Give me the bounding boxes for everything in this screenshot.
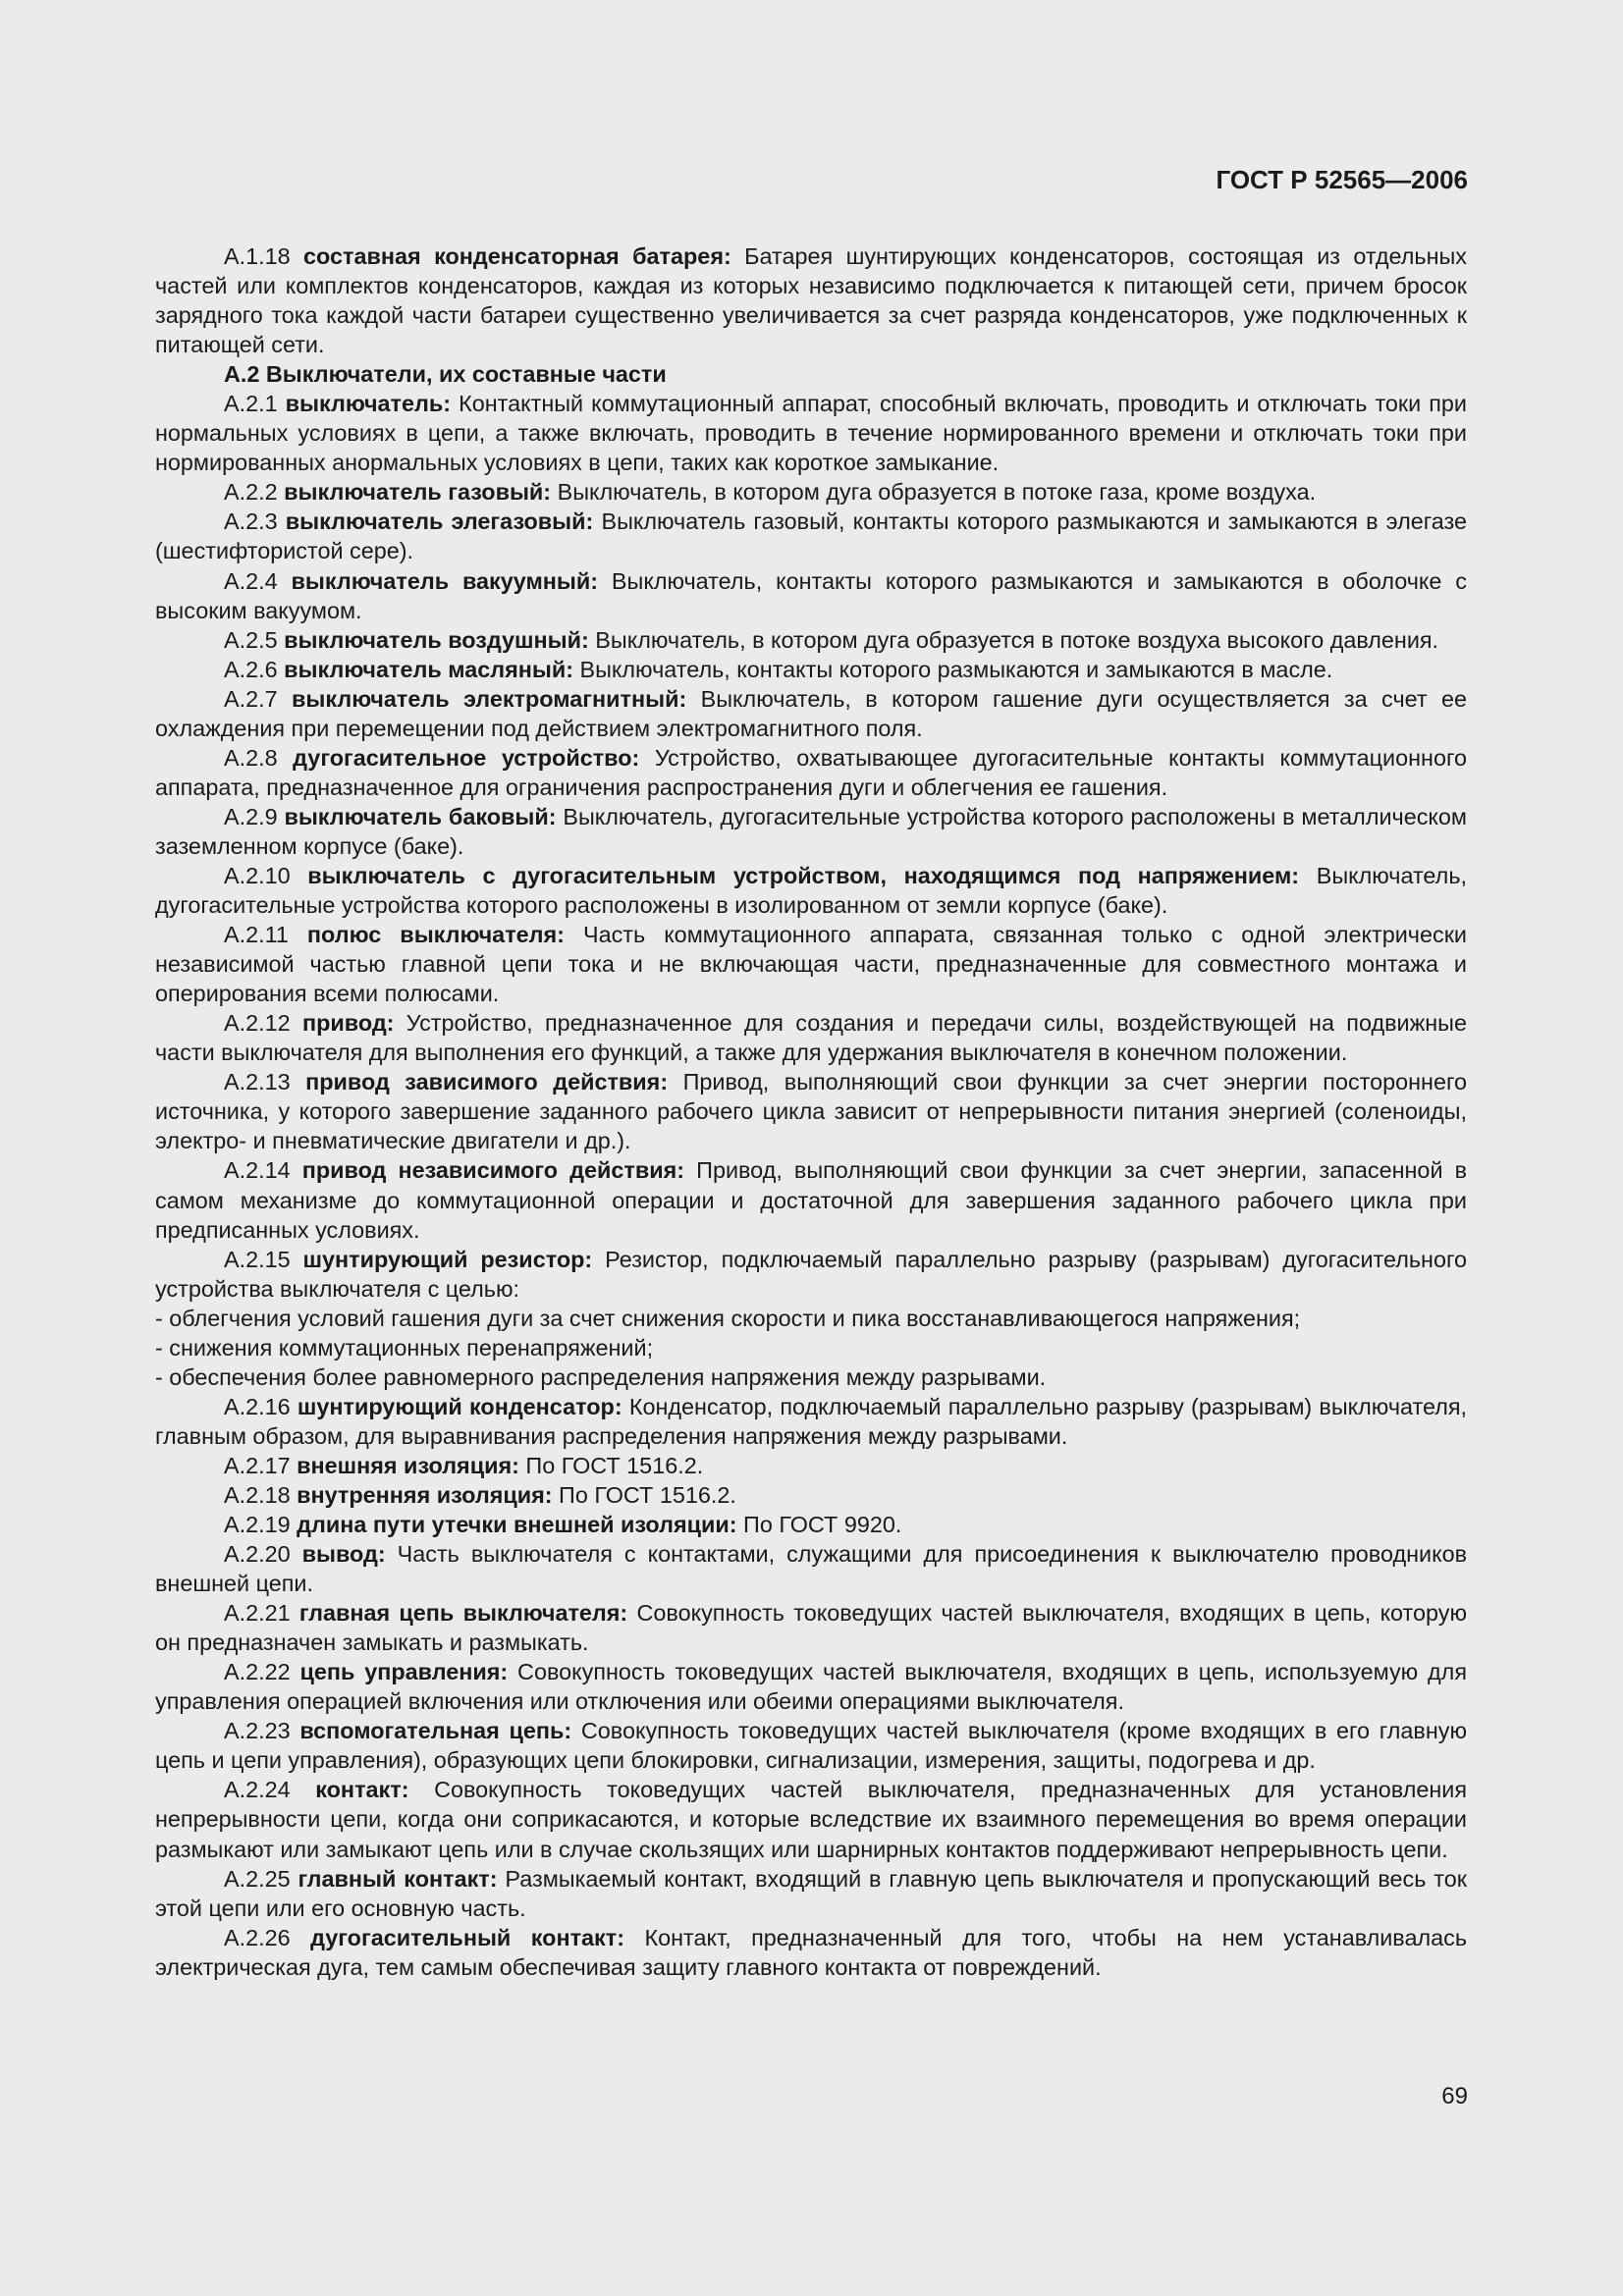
definition-text: Батарея шунтирующих конденсаторов, состоящая из отдельных частей или комплектов конденсаторов, каждая из которых независимо подключается к питающей сети, причем бросок зарядного тока каждой части батареи существенно увеличивается за счет разряда конденсаторов, уже подключенных к питающей сети.	[155, 243, 1468, 358]
term: главный контакт:	[298, 1865, 498, 1892]
term: привод независимого действия:	[301, 1157, 685, 1184]
definition-text: Выключатель, дугогасительные устройства которого расположены в изолированном от земли корпусе (баке).	[155, 862, 1467, 919]
clause-number: А.2.25	[224, 1865, 298, 1892]
term: выключатель газовый:	[284, 479, 552, 506]
clause-number: А.2.8	[224, 744, 294, 771]
definition-text: Совокупность токоведущих частей выключателя, предназначенных для установления непрерывности цепи, когда они соприкасаются, и которые вследствие их взаимного перемещения во время операции размыкают или замыкают цепь или в случае скользящих или шарнирных контактов поддерживают непрерывность цепи.	[155, 1777, 1468, 1862]
definition-paragraph	[155, 1923, 1467, 1982]
definition-text: Конденсатор, подключаемый параллельно разрыву (разрывам) выключателя, главным образом, для выравнивания распределения напряжения между разрывами.	[155, 1393, 1468, 1449]
definition-paragraph	[155, 920, 1467, 1008]
term: цепь управления:	[299, 1659, 509, 1685]
term: контакт:	[315, 1777, 409, 1803]
definitions-block-1	[155, 241, 1467, 1304]
definition-text: Привод, выполняющий свои функции за счет энергии, запасенной в самом механизме до коммутационной операции и достаточной для завершения заданного рабочего цикла при предписанных условиях.	[155, 1157, 1468, 1243]
term: выключатель электромагнитный:	[292, 685, 687, 712]
definition-paragraph	[155, 1657, 1467, 1716]
definition-paragraph	[155, 359, 1467, 389]
definition-text: Совокупность токоведущих частей выключателя, входящих в цепь, используемую для управления операцией включения или отключения или обеими операциями выключателя.	[155, 1659, 1468, 1715]
term: выключатель баковый:	[284, 803, 557, 829]
definition-text: Контакт, предназначенный для того, чтобы на нем устанавливалась электрическая дуга, тем самым обеспечивая защиту главного контакта от повреждений.	[155, 1924, 1468, 1980]
definition-paragraph	[155, 1451, 1467, 1480]
definition-text: Выключатель газовый, контакты которого размыкаются и замыкаются в элегазе (шестифтористой сере).	[155, 508, 1467, 564]
definition-paragraph	[155, 1245, 1467, 1304]
definition-paragraph	[155, 743, 1467, 802]
definition-text: Совокупность токоведущих частей выключателя (кроме входящих в его главную цепь и цепи управления), образующих цепи блокировки, сигнализации, измерения, защиты, подогрева и др.	[155, 1718, 1468, 1774]
definition-text: Устройство, предназначенное для создания и передачи силы, воздействующей на подвижные части выключателя для выполнения его функций, а также для удержания выключателя в конечном положении.	[155, 1010, 1467, 1066]
definition-text: Выключатель, в котором дуга образуется в потоке воздуха высокого давления.	[588, 626, 1439, 653]
definition-paragraph	[155, 684, 1467, 743]
list-item: - обеспечения более равномерного распределения напряжения между разрывами.	[155, 1363, 1047, 1390]
clause-number: А.2.16	[224, 1393, 298, 1419]
definition-paragraph	[155, 1510, 1467, 1539]
definition-text: Выключатель, контакты которого размыкаются и замыкаются в масле.	[573, 656, 1333, 682]
definition-text: Резистор, подключаемый параллельно разрыву (разрывам) дугогасительного устройства выключателя с целью:	[155, 1246, 1468, 1302]
clause-number: А.2.7	[224, 685, 292, 712]
term: привод:	[301, 1010, 395, 1037]
clause-number: А.2.23	[224, 1718, 300, 1744]
definition-paragraph	[155, 507, 1467, 565]
clause-number: А.2.12	[224, 1010, 302, 1037]
definition-paragraph	[155, 566, 1467, 625]
definition-text: По ГОСТ 9920.	[736, 1512, 902, 1538]
definition-paragraph	[155, 241, 1467, 359]
purpose-list	[155, 1304, 1467, 1392]
clause-number: А.2.20	[224, 1541, 302, 1568]
term: внутренняя изоляция:	[297, 1481, 553, 1508]
clause-number: А.2.17	[224, 1452, 298, 1478]
clause-number: А.2.9	[224, 803, 285, 829]
clause-number: А.2.1	[224, 391, 286, 417]
definition-text: Выключатель, в котором дуга образуется в потоке газа, кроме воздуха.	[551, 479, 1317, 506]
definition-paragraph	[155, 625, 1467, 655]
clause-number: А.2.10	[224, 862, 308, 888]
clause-number: А.2.5	[224, 626, 285, 653]
definition-text: Выключатель, дугогасительные устройства которого расположены в металлическом заземленном корпусе (баке).	[155, 803, 1468, 859]
definition-paragraph	[155, 655, 1467, 684]
term: полюс выключателя:	[306, 922, 565, 948]
definition-paragraph	[155, 477, 1467, 507]
definition-text: Контактный коммутационный аппарат, способный включать, проводить и отключать токи при нормальных условиях в цепи, а также включать, проводить в течение нормированного времени и отключать токи при нормированных анормальных условиях в цепи, таких как короткое замыкание.	[155, 391, 1467, 476]
page-number: 69	[1441, 2083, 1468, 2109]
clause-number: А.1.18	[224, 243, 304, 269]
term: внешняя изоляция:	[297, 1452, 519, 1478]
term: вывод:	[301, 1541, 386, 1568]
term: выключатель:	[285, 391, 452, 417]
clause-number: А.2.15	[224, 1246, 303, 1272]
term: выключатель воздушный:	[284, 626, 589, 653]
clause-number: А.2.21	[224, 1600, 299, 1627]
definition-paragraph	[155, 1067, 1467, 1155]
definition-text: Размыкаемый контакт, входящий в главную цепь выключателя и пропускающий весь ток этой цепи или его основную часть.	[155, 1865, 1467, 1921]
clause-number: А.2.6	[224, 656, 285, 682]
clause-number: А.2.18	[224, 1481, 298, 1508]
list-item: - облегчения условий гашения дуги за счет снижения скорости и пика восстанавливающегося напряжения;	[155, 1305, 1301, 1331]
term: вспомогательная цепь:	[299, 1718, 572, 1744]
definition-paragraph	[155, 1864, 1467, 1923]
definition-paragraph	[155, 1392, 1467, 1451]
definition-text: Часть коммутационного аппарата, связанная только с одной электрически независимой частью главной цепи тока и не включающая части, предназначенные для совместного монтажа и оперирования всеми полюсами.	[155, 922, 1467, 1007]
clause-number: А.2.22	[224, 1659, 300, 1685]
clause-number: А.2.11	[224, 922, 307, 948]
term: составная конденсаторная батарея:	[303, 243, 731, 269]
term: длина пути утечки внешней изоляции:	[297, 1512, 737, 1538]
clause-number: А.2.26	[224, 1924, 311, 1950]
definition-paragraph	[155, 1598, 1467, 1657]
term: выключатель масляный:	[284, 656, 573, 682]
term: дугогасительный контакт:	[310, 1924, 625, 1950]
definition-paragraph	[155, 1480, 1467, 1510]
term: выключатель с дугогасительным устройством, находящимся под напряжением:	[307, 862, 1300, 888]
term: выключатель элегазовый:	[285, 508, 594, 535]
definition-paragraph	[155, 1716, 1467, 1775]
definition-paragraph	[155, 1155, 1467, 1244]
term: А.2 Выключатели, их составные части	[224, 361, 667, 388]
term: привод зависимого действия:	[305, 1069, 669, 1095]
term: выключатель вакуумный:	[291, 567, 599, 594]
term: главная цепь выключателя:	[298, 1600, 628, 1627]
document-body	[155, 241, 1467, 1982]
document-header: ГОСТ Р 52565—2006	[1216, 165, 1468, 194]
definition-paragraph	[155, 389, 1467, 477]
clause-number: А.2.13	[224, 1069, 306, 1095]
clause-number: А.2.4	[224, 567, 292, 594]
clause-number: А.2.14	[224, 1157, 302, 1184]
clause-number: А.2.3	[224, 508, 286, 535]
definition-paragraph	[155, 861, 1467, 920]
term: шунтирующий резистор:	[302, 1246, 593, 1272]
definition-text: По ГОСТ 1516.2.	[518, 1452, 704, 1478]
definition-text: По ГОСТ 1516.2.	[552, 1481, 736, 1508]
definition-text: Выключатель, контакты которого размыкаются и замыкаются в оболочке с высоким вакуумом.	[155, 567, 1467, 623]
clause-number: А.2.2	[224, 479, 285, 506]
clause-number: А.2.24	[224, 1777, 316, 1803]
list-item: - снижения коммутационных перенапряжений;	[155, 1334, 654, 1361]
definition-paragraph	[155, 1775, 1467, 1863]
term: дугогасительное устройство:	[293, 744, 640, 771]
definition-paragraph	[155, 802, 1467, 861]
clause-number: А.2.19	[224, 1512, 298, 1538]
definition-text: Часть выключателя с контактами, служащими для присоединения к выключателю проводников внешней цепи.	[155, 1541, 1468, 1597]
term: шунтирующий конденсатор:	[297, 1393, 622, 1419]
definitions-block-2	[155, 1392, 1467, 1982]
definition-paragraph	[155, 1539, 1467, 1598]
definition-paragraph	[155, 1008, 1467, 1067]
definition-text: Привод, выполняющий свои функции за счет энергии постороннего источника, у которого завершение заданного рабочего цикла зависит от непрерывности питания энергией (соленоиды, электро- и пневматические двигатели и др.).	[155, 1069, 1467, 1154]
definition-text: Выключатель, в котором гашение дуги осуществляется за счет ее охлаждения при перемещении под действием электромагнитного поля.	[155, 685, 1467, 741]
definition-text: Устройство, охватывающее дугогасительные контакты коммутационного аппарата, предназначенное для ограничения распространения дуги и облегчения ее гашения.	[155, 744, 1467, 800]
definition-text: Совокупность токоведущих частей выключателя, входящих в цепь, которую он предназначен замыкать и размыкать.	[155, 1600, 1467, 1656]
